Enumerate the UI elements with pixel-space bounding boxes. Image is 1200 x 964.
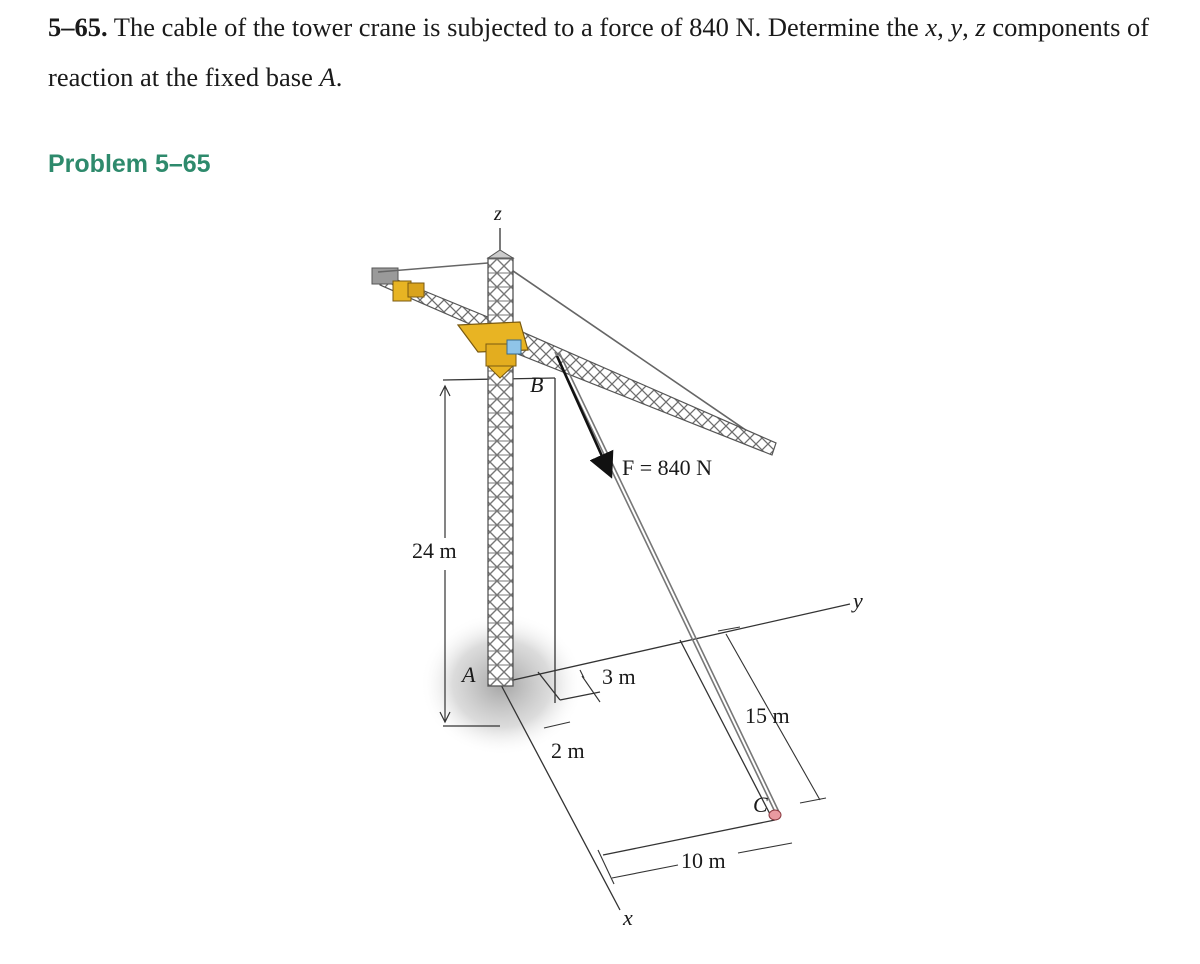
axis-y-label: y xyxy=(853,588,863,613)
tower-mast xyxy=(488,228,513,686)
slewing-unit xyxy=(458,322,528,378)
dim-15m-label: 15 m xyxy=(745,703,790,728)
dim-3m-label: 3 m xyxy=(602,664,636,689)
problem-number: 5–65. xyxy=(48,12,108,42)
figure-caption: Problem 5–65 xyxy=(48,150,211,178)
variable-a: A xyxy=(319,62,336,92)
point-b-label: B xyxy=(530,372,544,397)
force-label: F = 840 N xyxy=(622,455,713,480)
variable-y: y xyxy=(950,12,963,42)
dim-10m-label: 10 m xyxy=(681,848,726,873)
problem-text-part: . xyxy=(335,62,343,92)
separator: , xyxy=(937,12,951,42)
problem-text-part: The cable of the tower crane is subjected to a force of 840 N. Determine the xyxy=(107,12,926,42)
variable-z: z xyxy=(975,12,986,42)
anchor-c xyxy=(769,810,781,820)
point-a-label: A xyxy=(462,662,476,687)
axis-x-label: x xyxy=(623,905,633,930)
point-c-label: C xyxy=(753,792,768,817)
separator: , xyxy=(962,12,976,42)
cable-bc xyxy=(555,352,779,812)
dim-2m-label: 2 m xyxy=(551,738,585,763)
problem-text-part: components of reaction at the fixed base xyxy=(48,12,1150,92)
variable-x: x xyxy=(925,12,938,42)
axis-z-label: z xyxy=(494,203,502,225)
dim-height-label: 24 m xyxy=(412,538,457,563)
